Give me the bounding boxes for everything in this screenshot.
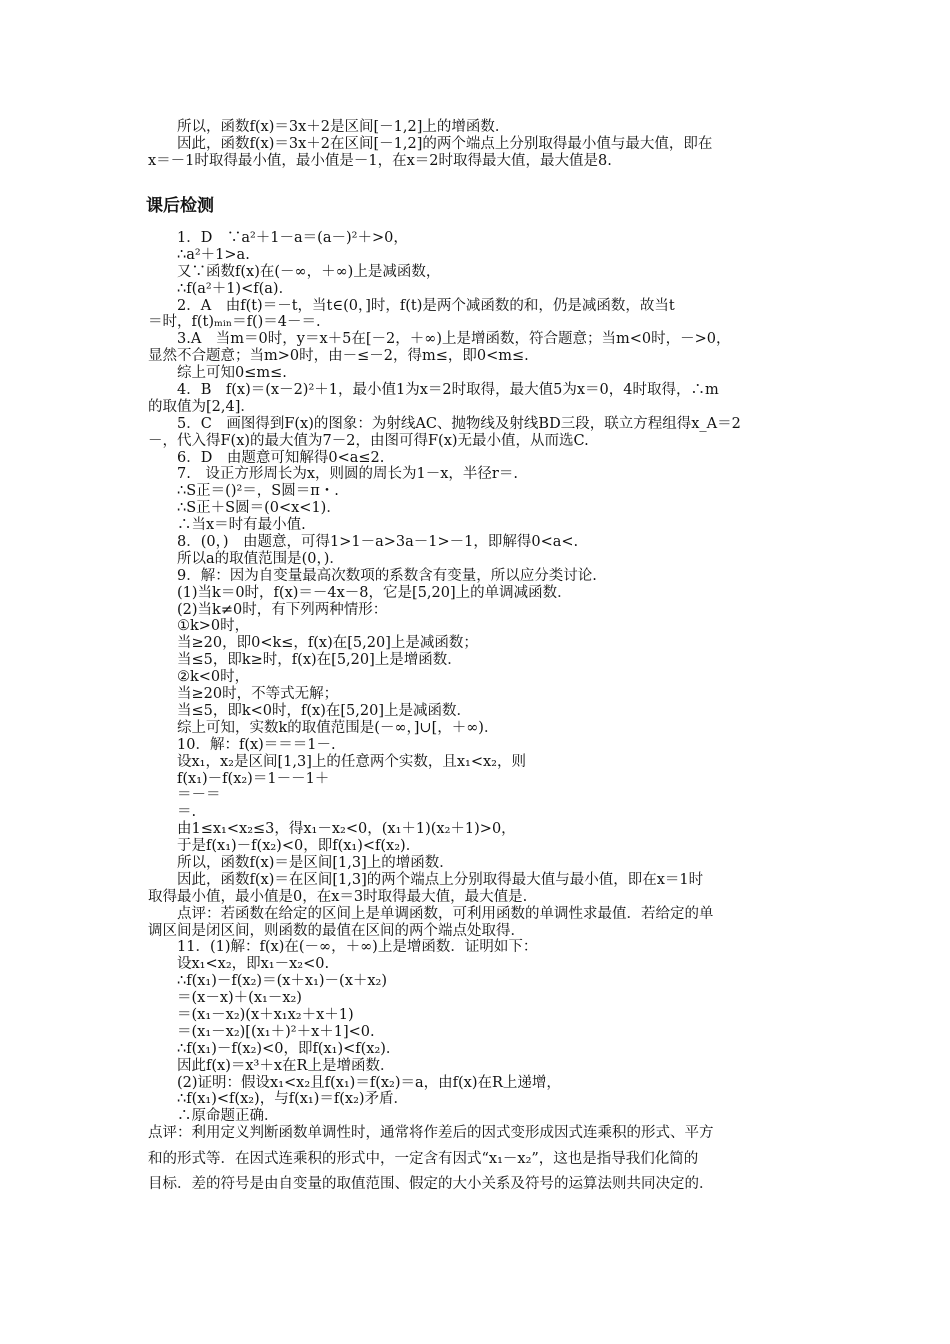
- intro-solution-text: [148, 119, 814, 170]
- answers-line: 8．(0，) 由题意，可得1>1－a>3a－1>－1，即解得0<a<.: [177, 534, 579, 551]
- answers-line: ＝(x₁－x₂)(x＋x₁x₂＋x＋1): [177, 1006, 354, 1023]
- answers-line: ∴当x＝时有最小值.: [177, 517, 306, 534]
- answers-line: ＝(x₁－x₂)[(x₁＋)²＋x＋1]<0.: [177, 1023, 375, 1040]
- answers-line: 2．A 由f(t)＝－t，当t∈(0，]时，f(t)是两个减函数的和，仍是减函数，故当t: [177, 297, 675, 314]
- note-line: 目标．差的符号是由自变量的取值范围、假定的大小关系及符号的运算法则共同决定的．: [148, 1176, 714, 1192]
- answers-line: (1)当k＝0时，f(x)＝－4x－8，它是[5,20]上的单调减函数．: [177, 584, 572, 601]
- answers-line: 设x₁<x₂，即x₁－x₂<0.: [177, 956, 330, 973]
- answers-line: 设x₁，x₂是区间[1,3]上的任意两个实数，且x₁<x₂，则: [177, 753, 526, 770]
- answers-line: ∴原命题正确．: [177, 1108, 279, 1125]
- intro-line: 所以，函数f(x)＝3x＋2是区间[－1,2]上的增函数．: [177, 119, 510, 135]
- answers-line: 7. 设正方形周长为x，则圆的周长为1－x，半径r＝.: [177, 466, 518, 483]
- answers-line: 的取值为[2,4]．: [148, 398, 255, 415]
- answers-line: 9．解：因为自变量最高次数项的系数含有变量，所以应分类讨论.: [177, 567, 597, 584]
- answers-line: ∴S正＋S圆＝(0<x<1)．: [177, 500, 341, 517]
- answers-line: ＝.: [177, 804, 197, 821]
- answers-line: (2)证明：假设x₁<x₂且f(x₁)＝f(x₂)＝a，由f(x)在R上递增，: [177, 1074, 561, 1091]
- answers-line: f(x₁)－f(x₂)＝1－－1＋: [177, 770, 330, 787]
- answers-line: 取得最小值，最小值是0，在x＝3时取得最大值，最大值是.: [148, 888, 528, 905]
- note-line: 和的形式等．在因式连乘积的形式中，一定含有因式“x₁－x₂”，这也是指导我们化简的: [148, 1150, 699, 1167]
- answers-line: ②k<0时，: [177, 669, 250, 686]
- answers-line: 所以a的取值范围是(0，)．: [177, 550, 344, 567]
- answers-line: 因此，函数f(x)＝在区间[1,3]的两个端点上分别取得最大值与最小值，即在x＝1时: [177, 871, 704, 888]
- answers-line: 综上可知0≤m≤.: [177, 365, 287, 382]
- answers-line: 当≤5，即k<0时，f(x)在[5,20]上是减函数．: [177, 702, 471, 719]
- answers-line: 5．C 画图得到F(x)的图象：为射线AC、抛物线及射线BD三段，联立方程组得x_A＝2: [177, 415, 741, 432]
- answers-line: 点评：若函数在给定的区间上是单调函数，可利用函数的单调性求最值．若给定的单: [177, 905, 714, 922]
- answer-list: [148, 230, 814, 1125]
- answers-line: ∴f(a²＋1)<f(a)．: [177, 280, 294, 297]
- answers-line: ∴S正＝()²＝，S圆＝π・.: [177, 483, 339, 500]
- closing-remark: [148, 1121, 814, 1198]
- answers-line: 综上可知，实数k的取值范围是(－∞，]∪[，＋∞)．: [177, 719, 499, 736]
- answers-line: 当≥20时，不等式无解；: [177, 686, 339, 703]
- answers-line: 显然不合题意；当m>0时，由－≤－2，得m≤，即0<m≤.: [148, 348, 529, 365]
- answers-line: 11．(1)解：f(x)在(－∞，＋∞)上是增函数．证明如下：: [177, 939, 538, 956]
- answers-line: 1．D ∵a²＋1－a＝(a－)²＋>0，: [177, 230, 408, 246]
- answers-line: 调区间是闭区间，则函数的最值在区间的两个端点处取得．: [148, 922, 525, 939]
- answers-line: ∴f(x₁)－f(x₂)<0，即f(x₁)<f(x₂)．: [177, 1040, 401, 1057]
- intro-line: x＝－1时取得最小值，最小值是－1，在x＝2时取得最大值，最大值是8.: [148, 152, 612, 169]
- answers-line: 当≥20，即0<k≤，f(x)在[5,20]上是减函数；: [177, 635, 478, 652]
- answers-line: 所以，函数f(x)＝是区间[1,3]上的增函数．: [177, 854, 454, 871]
- answers-line: 10．解：f(x)＝＝＝1－.: [177, 736, 336, 753]
- intro-line: 因此，函数f(x)＝3x＋2在区间[－1,2]的两个端点上分别取得最小值与最大值，即在: [177, 135, 713, 152]
- answers-line: ＝时，f(t)ₘᵢₙ＝f()＝4－＝.: [148, 314, 321, 331]
- answers-line: －，代入得F(x)的最大值为7－2，由图可得F(x)无最小值，从而选C.: [148, 432, 589, 449]
- answers-line: 4．B f(x)＝(x－2)²＋1，最小值1为x＝2时取得，最大值5为x＝0，4时取得，∴m: [177, 382, 719, 399]
- section-title: 课后检测: [146, 196, 214, 216]
- answers-line: (2)当k≠0时，有下列两种情形：: [177, 601, 388, 618]
- answers-line: ∴f(x₁)<f(x₂)，与f(x₁)＝f(x₂)矛盾．: [177, 1091, 409, 1108]
- answers-line: ∴f(x₁)－f(x₂)＝(x＋x₁)－(x＋x₂): [177, 973, 388, 990]
- note-line: 点评：利用定义判断函数单调性时，通常将作差后的因式变形成因式连乘积的形式、平方: [148, 1125, 714, 1141]
- answers-line: ①k>0时，: [177, 618, 250, 635]
- answers-line: 6．D 由题意可知解得0<a≤2.: [177, 449, 385, 466]
- answers-line: ∴a²＋1>a.: [177, 246, 250, 263]
- answers-line: ＝－＝: [177, 787, 221, 804]
- answers-line: 当≤5，即k≥时，f(x)在[5,20]上是增函数．: [177, 652, 462, 669]
- answers-line: 由1≤x₁<x₂≤3，得x₁－x₂<0，(x₁＋1)(x₂＋1)>0，: [177, 821, 516, 838]
- answers-line: 3.A 当m＝0时，y＝x＋5在[－2，＋∞)上是增函数，符合题意；当m<0时，－>0，: [177, 331, 731, 348]
- answers-line: 因此f(x)＝x³＋x在R上是增函数．: [177, 1057, 395, 1074]
- answers-line: 于是f(x₁)－f(x₂)<0，即f(x₁)<f(x₂)．: [177, 838, 421, 855]
- answers-line: 又∵函数f(x)在(－∞，＋∞)上是减函数，: [177, 263, 441, 280]
- answers-line: ＝(x－x)＋(x₁－x₂): [177, 990, 302, 1007]
